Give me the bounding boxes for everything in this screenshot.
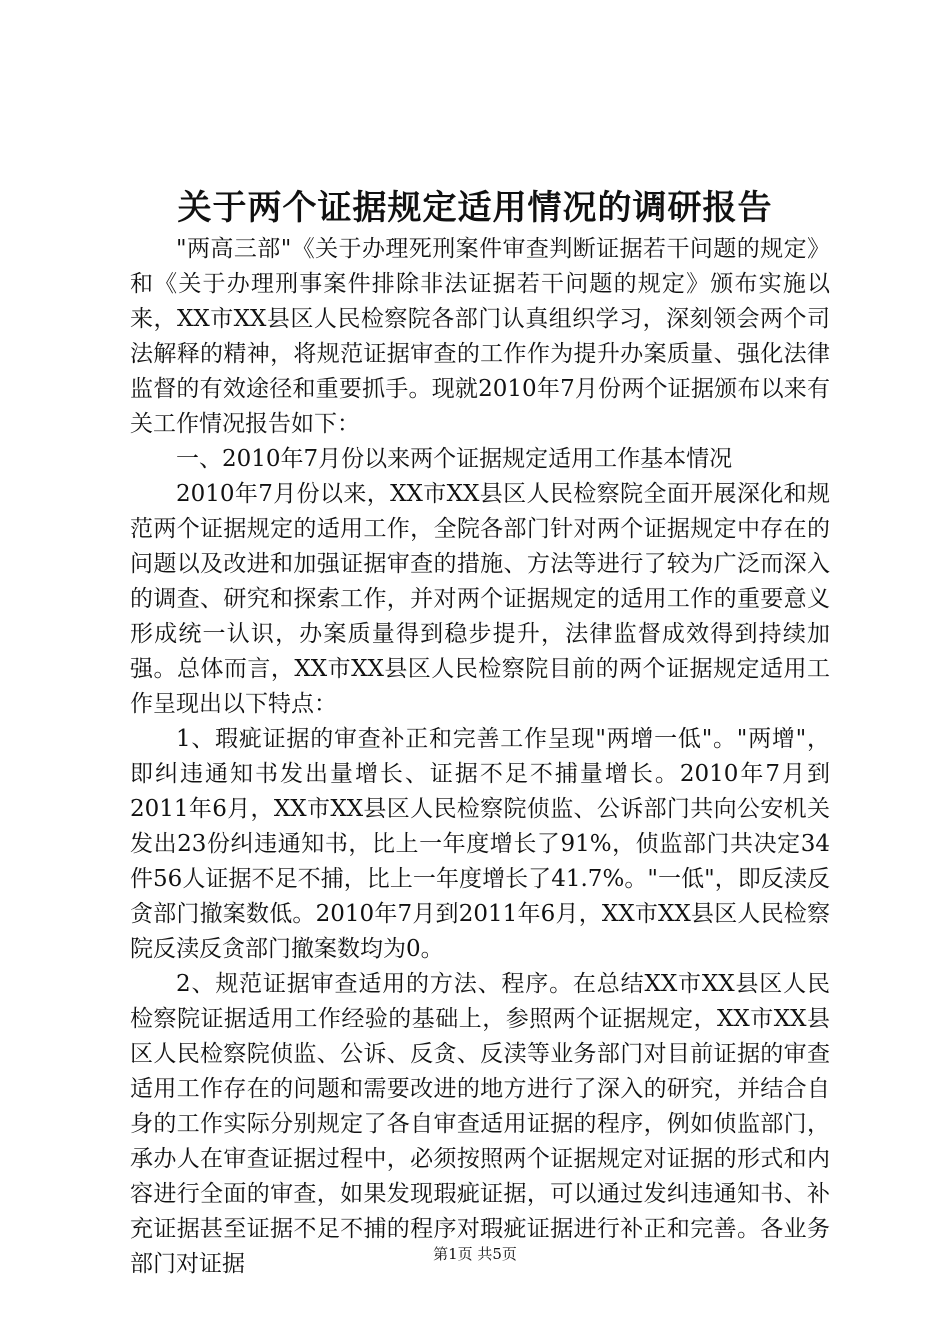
document-title: 关于两个证据规定适用情况的调研报告 xyxy=(177,188,773,228)
document-body xyxy=(130,232,830,1282)
section-heading-1: 一、2010年7月份以来两个证据规定适用工作基本情况 xyxy=(176,446,733,472)
page-number-footer: 第1页 共5页 xyxy=(433,1245,517,1263)
paragraph-point-1: 1、瑕疵证据的审查补正和完善工作呈现"两增一低"。"两增"，即纠违通知书发出量增长、证据不足不捕量增长。2010年7月到2011年6月，XX市XX县区人民检察院侦监、公诉部门共向公安机关发出23份纠违通知书，比上一年度增长了91%，侦监部门共决定34件56人证据不足不捕，比上一年度增长了41.7%。"一低"，即反渎反贪部门撤案数低。2010年7月到2011年6月，XX市XX县区人民检察院反渎反贪部门撤案数均为0。 xyxy=(130,726,830,962)
paragraph-overview: 2010年7月份以来，XX市XX县区人民检察院全面开展深化和规范两个证据规定的适用工作，全院各部门针对两个证据规定中存在的问题以及改进和加强证据审查的措施、方法等进行了较为广泛而深入的调查、研究和探索工作，并对两个证据规定的适用工作的重要意义形成统一认识，办案质量得到稳步提升，法律监督成效得到持续加强。总体而言，XX市XX县区人民检察院目前的两个证据规定适用工作呈现出以下特点： xyxy=(130,481,830,717)
paragraph-intro: "两高三部"《关于办理死刑案件审查判断证据若干问题的规定》和《关于办理刑事案件排除非法证据若干问题的规定》颁布实施以来，XX市XX县区人民检察院各部门认真组织学习，深刻领会两个司法解释的精神，将规范证据审查的工作作为提升办案质量、强化法律监督的有效途径和重要抓手。现就2010年7月份两个证据颁布以来有关工作情况报告如下： xyxy=(130,236,830,437)
paragraph-point-2: 2、规范证据审查适用的方法、程序。在总结XX市XX县区人民检察院证据适用工作经验的基础上，参照两个证据规定，XX市XX县区人民检察院侦监、公诉、反贪、反渎等业务部门对目前证据的审查适用工作存在的问题和需要改进的地方进行了深入的研究，并结合自身的工作实际分别规定了各自审查适用证据的程序，例如侦监部门，承办人在审查证据过程中，必须按照两个证据规定对证据的形式和内容进行全面的审查，如果发现瑕疵证据，可以通过发纠违通知书、补充证据甚至证据不足不捕的程序对瑕疵证据进行补正和完善。各业务部门对证据 xyxy=(130,971,830,1277)
